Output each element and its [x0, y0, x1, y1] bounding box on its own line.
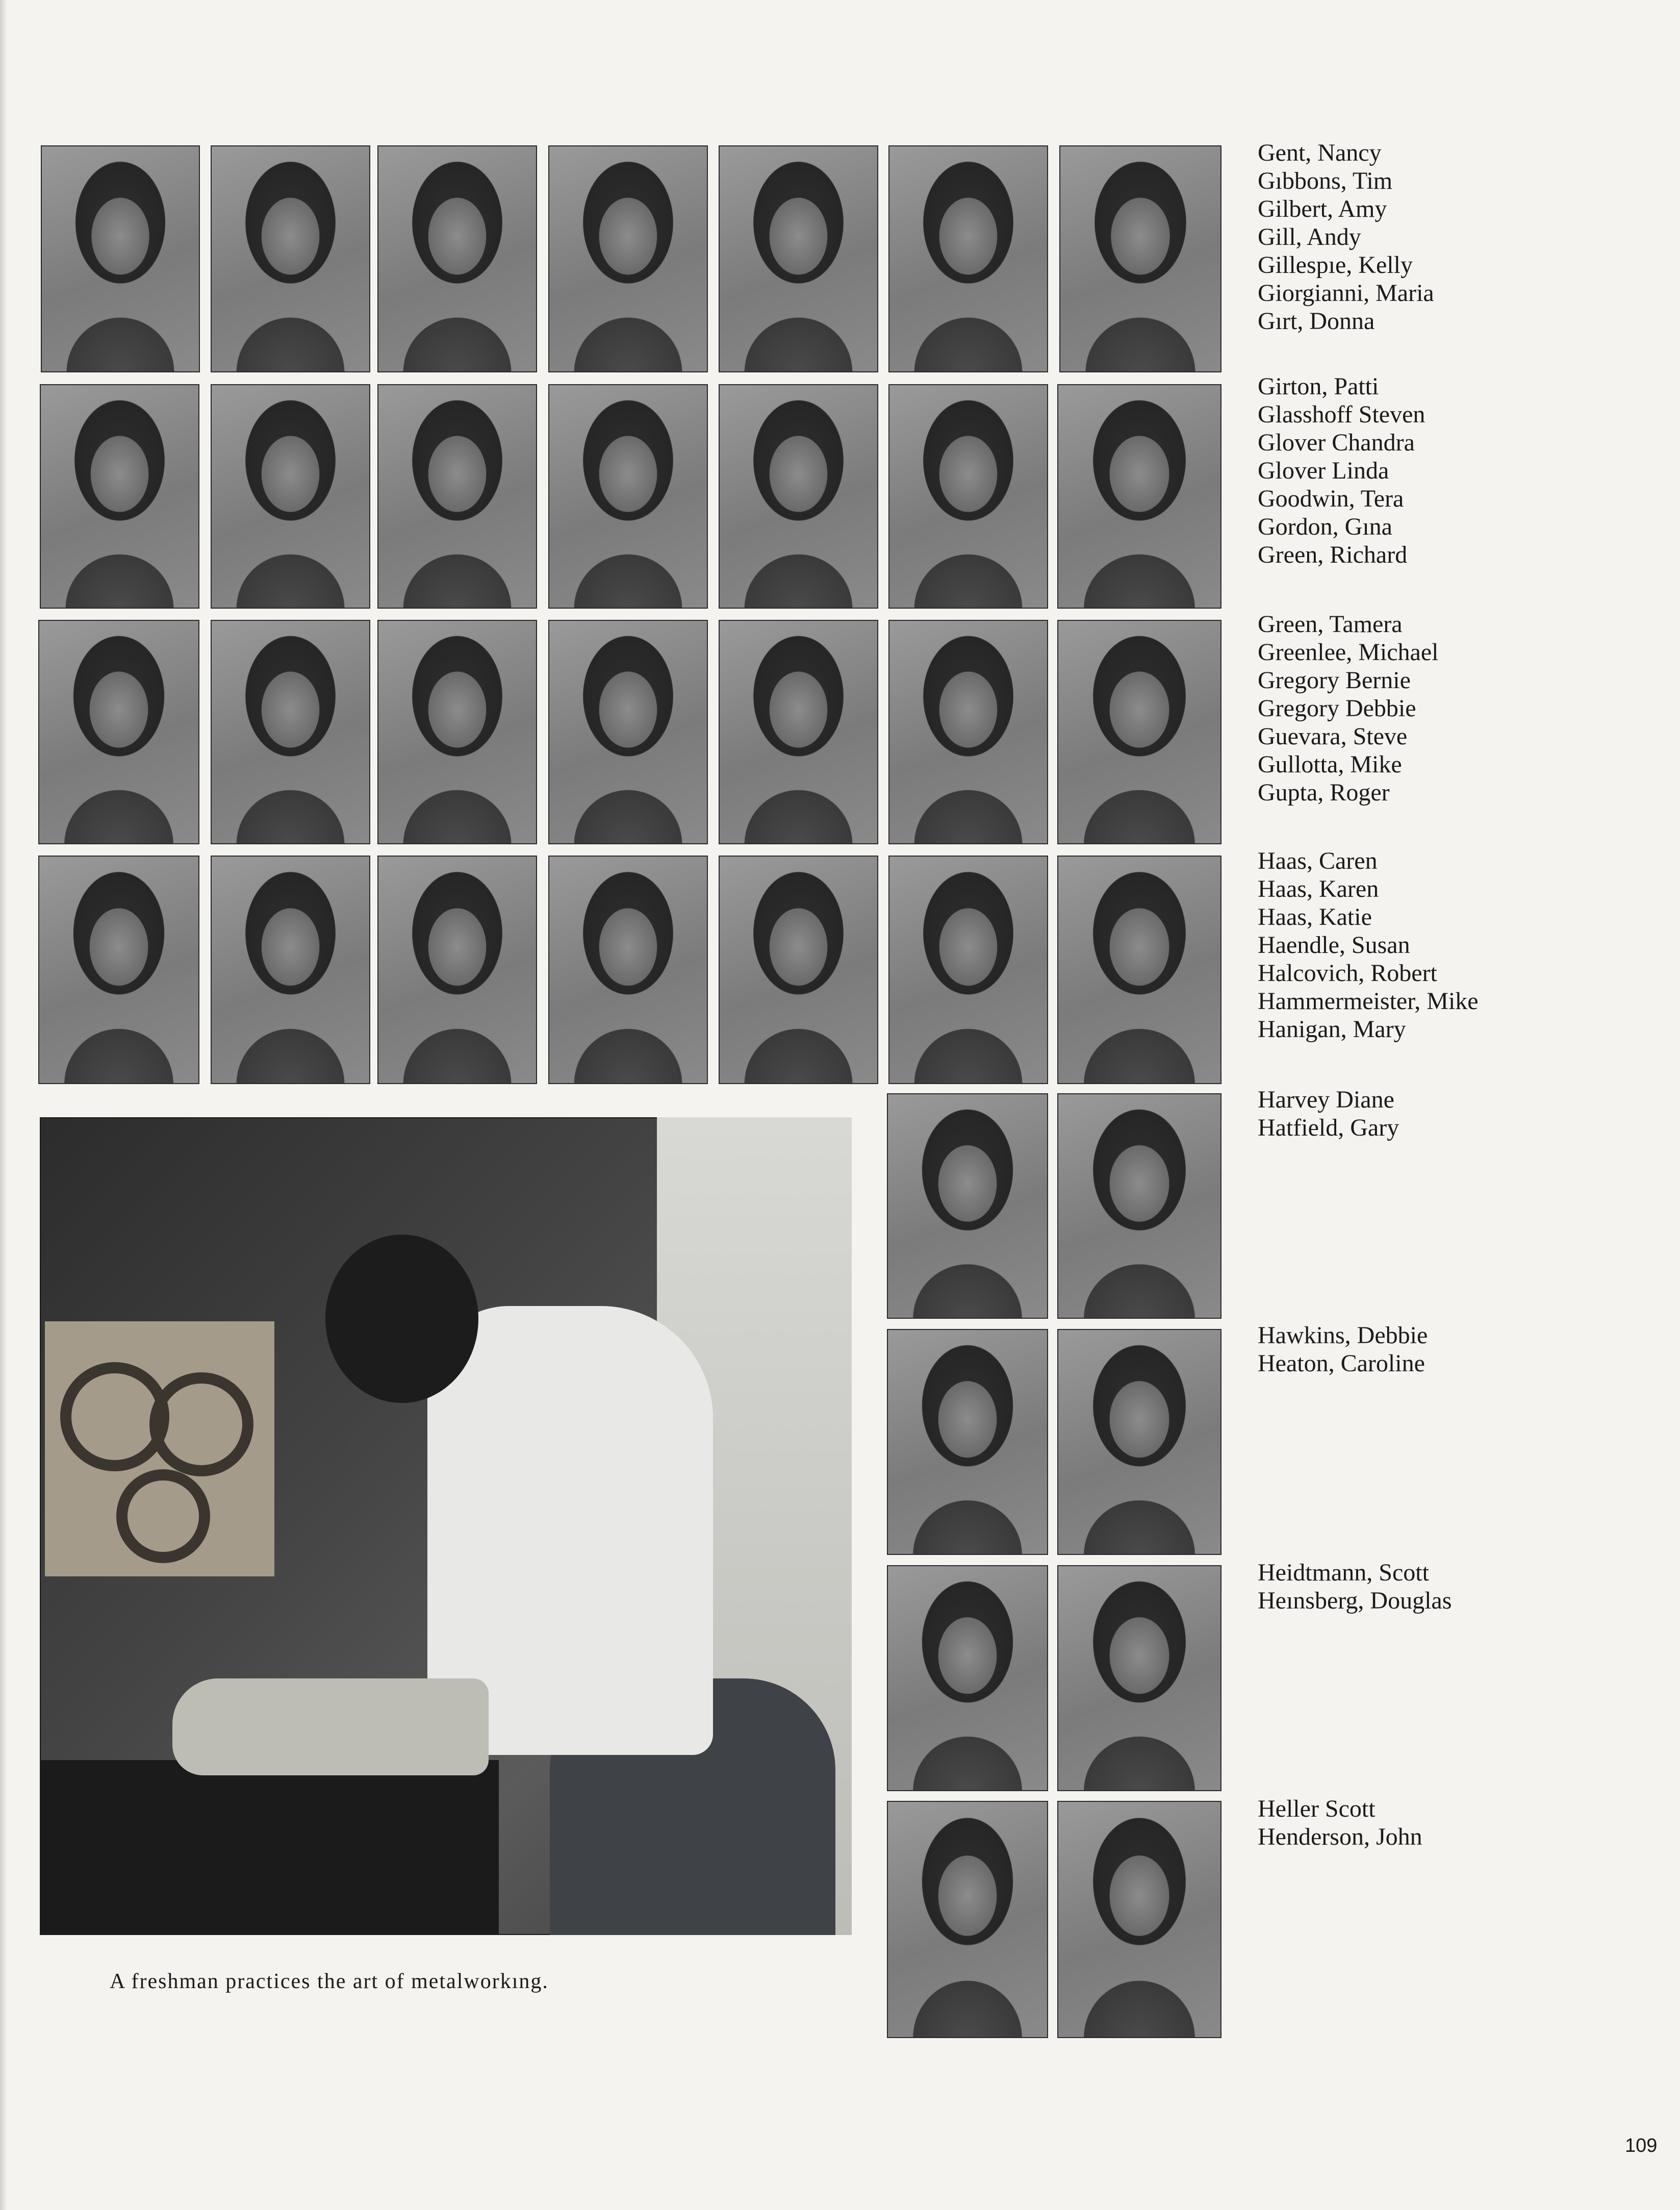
- student-name: Gregory Debbie: [1258, 695, 1416, 722]
- name-list-row-2: [1258, 372, 1425, 569]
- portrait-photo: [1057, 1565, 1221, 1791]
- portrait-photo: [888, 145, 1048, 372]
- portrait-photo: [377, 384, 537, 609]
- student-name: Heidtmann, Scott: [1258, 1559, 1429, 1586]
- student-name: Halcovich, Robert: [1258, 960, 1437, 987]
- student-name: Green, Tamera: [1258, 611, 1403, 638]
- student-name: Goodwin, Tera: [1258, 485, 1404, 512]
- student-name: Glover Linda: [1258, 457, 1389, 484]
- page-number: 109: [1625, 2135, 1658, 2156]
- portrait-photo: [719, 145, 878, 372]
- student-name: Gregory Bernie: [1258, 667, 1411, 694]
- portrait-photo: [888, 620, 1048, 844]
- student-name: Hatfield, Gary: [1258, 1114, 1399, 1141]
- student-name: Haendle, Susan: [1258, 932, 1410, 959]
- student-name: Hammermeister, Mike: [1258, 988, 1479, 1015]
- student-name: Hanigan, Mary: [1258, 1016, 1406, 1043]
- name-list-row-1: [1258, 139, 1434, 335]
- portrait-photo: [887, 1801, 1048, 2038]
- portrait-photo: [40, 384, 199, 609]
- name-list-row-3: [1258, 610, 1438, 807]
- photo-vise: [172, 1678, 489, 1775]
- photo-caption: A freshman practices the art of metalworkıng.: [110, 1970, 549, 1993]
- portrait-photo: [211, 145, 370, 372]
- portrait-photo: [719, 620, 878, 844]
- portrait-photo: [548, 145, 708, 372]
- photo-ring: [116, 1469, 210, 1563]
- student-name: Gill, Andy: [1258, 223, 1361, 250]
- student-name: Gırt, Donna: [1258, 308, 1375, 335]
- student-name: Gupta, Roger: [1258, 779, 1390, 806]
- portrait-photo: [1057, 856, 1221, 1084]
- portrait-photo: [41, 145, 200, 372]
- portrait-photo: [1059, 145, 1221, 372]
- portrait-photo: [548, 620, 708, 844]
- portrait-photo: [719, 856, 878, 1084]
- student-name: Guevara, Steve: [1258, 723, 1408, 750]
- portrait-photo: [719, 384, 878, 609]
- student-name: Heller Scott: [1258, 1795, 1376, 1822]
- student-name: Haas, Katie: [1258, 903, 1372, 931]
- student-name: Glover Chandra: [1258, 429, 1415, 456]
- photo-workbench: [40, 1760, 499, 1935]
- portrait-photo: [887, 1565, 1048, 1791]
- portrait-photo: [887, 1093, 1048, 1319]
- student-name: Greenlee, Michael: [1258, 639, 1439, 666]
- student-name: Green, Richard: [1258, 541, 1408, 568]
- portrait-photo: [548, 384, 708, 609]
- student-name: Giorgianni, Maria: [1258, 280, 1434, 307]
- student-name: Heınsberg, Douglas: [1258, 1587, 1452, 1614]
- student-name: Gillespıe, Kelly: [1258, 252, 1413, 279]
- name-list-row-8: [1258, 1795, 1422, 1851]
- student-name: Gilbert, Amy: [1258, 195, 1387, 222]
- portrait-photo: [887, 1329, 1048, 1555]
- portrait-photo: [1057, 620, 1221, 844]
- name-list-row-7: [1258, 1559, 1452, 1615]
- portrait-photo: [1057, 1093, 1221, 1319]
- photo-ring: [149, 1372, 253, 1476]
- page-binding-edge: [0, 0, 7, 2210]
- portrait-photo: [211, 620, 370, 844]
- portrait-photo: [377, 620, 537, 844]
- metalworking-photo: [40, 1117, 852, 1935]
- portrait-photo: [377, 145, 537, 372]
- portrait-photo: [1057, 1801, 1221, 2038]
- student-name: Gent, Nancy: [1258, 139, 1382, 166]
- portrait-photo: [548, 856, 708, 1084]
- photo-head: [325, 1235, 478, 1403]
- portrait-photo: [211, 384, 370, 609]
- portrait-photo: [38, 856, 199, 1084]
- portrait-photo: [211, 856, 370, 1084]
- student-name: Gıbbons, Tim: [1258, 167, 1393, 194]
- student-name: Hawkins, Debbie: [1258, 1322, 1428, 1349]
- name-list-row-4: [1258, 847, 1479, 1043]
- portrait-photo: [1057, 1329, 1221, 1555]
- name-list-row-5: [1258, 1086, 1399, 1142]
- student-name: Gordon, Gına: [1258, 513, 1392, 540]
- portrait-photo: [38, 620, 199, 844]
- portrait-photo: [377, 856, 537, 1084]
- portrait-photo: [888, 384, 1048, 609]
- student-name: Haas, Karen: [1258, 875, 1379, 902]
- name-list-row-6: [1258, 1321, 1428, 1377]
- student-name: Haas, Caren: [1258, 847, 1378, 874]
- portrait-photo: [888, 856, 1048, 1084]
- student-name: Henderson, John: [1258, 1823, 1422, 1850]
- student-name: Heaton, Caroline: [1258, 1350, 1425, 1377]
- portrait-photo: [1057, 384, 1221, 609]
- student-name: Girton, Patti: [1258, 373, 1379, 400]
- student-name: Glasshoff Steven: [1258, 401, 1426, 428]
- student-name: Gullotta, Mike: [1258, 751, 1402, 778]
- student-name: Harvey Diane: [1258, 1086, 1394, 1113]
